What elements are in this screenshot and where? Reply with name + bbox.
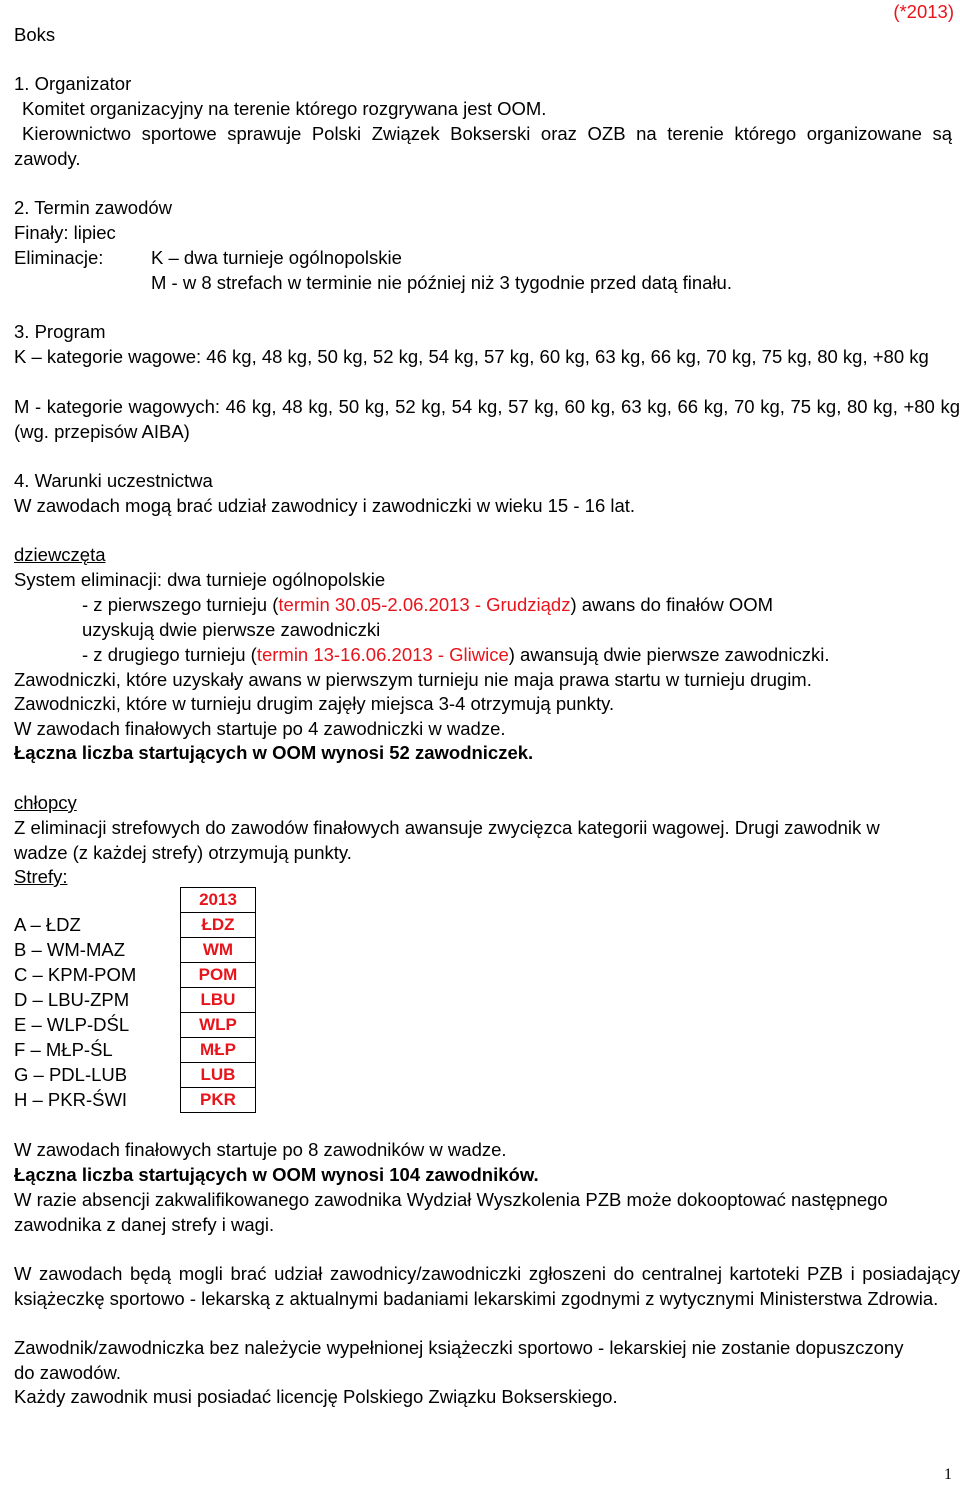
girls-heading: dziewczęta	[14, 544, 106, 565]
boys-heading: chłopcy	[14, 792, 77, 813]
zone-code: MŁP	[181, 1038, 256, 1063]
s2-elim-label: Eliminacje:	[14, 247, 104, 268]
s2-elim-m: M - w 8 strefach w terminie nie później niż 3 tygodnie przed datą finału.	[151, 272, 732, 293]
zones-table	[14, 887, 256, 1113]
final-para-2: Zawodnik/zawodniczka bez należycie wypełnionej książeczki sportowo - lekarskiej nie zostanie dopuszczony do zawodów.	[14, 1337, 904, 1383]
s2-finals: Finały: lipiec	[14, 222, 116, 243]
boys-line-1: Z eliminacji strefowych do zawodów finałowych awansuje zwycięzca kategorii wagowej. Drugi zawodnik w wadze (z każdej strefy) otrzymują punkty.	[14, 817, 880, 863]
page-number: 1	[944, 1466, 952, 1483]
s3-k-weights: K – kategorie wagowe: 46 kg, 48 kg, 50 kg, 52 kg, 54 kg, 57 kg, 60 kg, 63 kg, 66 kg, 70 kg, 75 kg, 80 kg, +80 kg	[14, 346, 929, 367]
zone-name: H – PKR-ŚWI	[14, 1089, 128, 1110]
zone-code: LBU	[181, 988, 256, 1013]
zone-name: G – PDL-LUB	[14, 1064, 128, 1085]
zone-code: WM	[181, 938, 256, 963]
s4-title: 4. Warunki uczestnictwa	[14, 470, 213, 491]
zone-row	[14, 1063, 256, 1088]
zone-row	[14, 963, 256, 988]
girls-line-3: W zawodach finałowych startuje po 4 zawodniczki w wadze.	[14, 718, 506, 739]
zone-code: POM	[181, 963, 256, 988]
zone-code: LUB	[181, 1063, 256, 1088]
girls-system: System eliminacji: dwa turnieje ogólnopolskie	[14, 569, 386, 590]
girls-total: Łączna liczba startujących w OOM wynosi 52 zawodniczek.	[14, 742, 534, 763]
girls-t1-prefix: - z pierwszego turnieju (	[82, 594, 279, 615]
zone-row	[14, 1088, 256, 1113]
strefy-label: Strefy:	[14, 866, 68, 887]
boys-line-2: W zawodach finałowych startuje po 8 zawodników w wadze.	[14, 1139, 507, 1160]
zone-name: E – WLP-DŚL	[14, 1014, 130, 1035]
s1-title: 1. Organizator	[14, 73, 132, 94]
s2-title: 2. Termin zawodów	[14, 197, 173, 218]
boys-line-3: W razie absencji zakwalifikowanego zawodnika Wydział Wyszkolenia PZB może dokooptować następnego zawodnika z danej strefy i wagi.	[14, 1189, 888, 1235]
zone-name: F – MŁP-ŚL	[14, 1039, 113, 1060]
zone-code: WLP	[181, 1013, 256, 1038]
girls-tournament-1	[82, 593, 773, 618]
zone-name: C – KPM-POM	[14, 964, 137, 985]
zone-row	[14, 1038, 256, 1063]
s3-m-weights: M - kategorie wagowych: 46 kg, 48 kg, 50 kg, 52 kg, 54 kg, 57 kg, 60 kg, 63 kg, 66 kg, 70 kg, 75 kg, 80 kg, +80 kg (wg. przepisów AIBA)	[14, 396, 960, 442]
girls-tournament-2	[82, 643, 830, 668]
zone-row	[14, 938, 256, 963]
zone-code: ŁDZ	[181, 913, 256, 938]
final-para-1: W zawodach będą mogli brać udział zawodnicy/zawodniczki zgłoszeni do centralnej kartoteki PZB i posiadający książeczkę sportowo - lekarską z aktualnymi badaniami lekarskimi zgodnymi z wytycznymi Ministerstwa Zdrowia.	[14, 1263, 960, 1309]
zone-name: B – WM-MAZ	[14, 939, 125, 960]
year-note: (*2013)	[893, 1, 954, 22]
s1-line1: Komitet organizacyjny na terenie którego rozgrywana jest OOM.	[22, 98, 547, 119]
girls-t2-date: termin 13-16.06.2013 - Gliwice	[256, 644, 509, 665]
zone-row	[14, 913, 256, 938]
girls-line-2: Zawodniczki, które w turnieju drugim zajęły miejsca 3-4 otrzymują punkty.	[14, 693, 615, 714]
girls-t2-prefix: - z drugiego turnieju (	[82, 644, 257, 665]
s3-title: 3. Program	[14, 321, 106, 342]
zone-row	[14, 988, 256, 1013]
zones-header-row	[14, 888, 256, 913]
s2-elim-k: K – dwa turnieje ogólnopolskie	[151, 247, 402, 268]
girls-tournament-1-cont: uzyskują dwie pierwsze zawodniczki	[82, 619, 381, 640]
zones-year-header: 2013	[181, 888, 256, 913]
girls-line-1: Zawodniczki, które uzyskały awans w pierwszym turnieju nie maja prawa startu w turnieju drugim.	[14, 669, 812, 690]
zone-row	[14, 1013, 256, 1038]
final-para-3: Każdy zawodnik musi posiadać licencję Polskiego Związku Bokserskiego.	[14, 1386, 618, 1407]
s4-text: W zawodach mogą brać udział zawodnicy i zawodniczki w wieku 15 - 16 lat.	[14, 495, 636, 516]
zone-name: A – ŁDZ	[14, 914, 81, 935]
girls-t2-suffix: ) awansują dwie pierwsze zawodniczki.	[508, 644, 830, 665]
s1-line2: Kierownictwo sportowe sprawuje Polski Związek Bokserski oraz OZB na terenie którego organizowane są zawody.	[14, 123, 952, 169]
zone-code: PKR	[181, 1088, 256, 1113]
girls-t1-date: termin 30.05-2.06.2013 - Grudziądz	[278, 594, 571, 615]
girls-t1-suffix: ) awans do finałów OOM	[570, 594, 774, 615]
boys-total: Łączna liczba startujących w OOM wynosi 104 zawodników.	[14, 1164, 539, 1185]
zone-name: D – LBU-ZPM	[14, 989, 130, 1010]
doc-title: Boks	[14, 24, 56, 45]
